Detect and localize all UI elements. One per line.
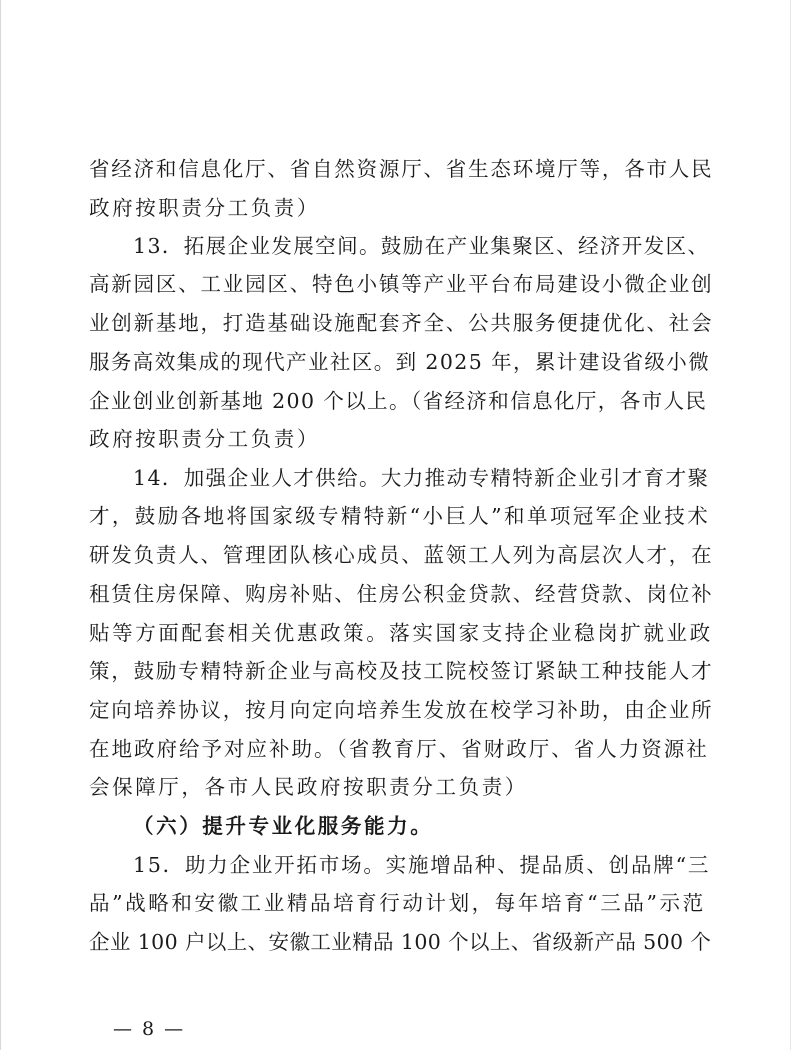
text-line-3: 13．拓展企业发展空间。鼓励在产业集聚区、经济开发区、 [133, 234, 710, 258]
text-line-1: 省经济和信息化厅、省自然资源厅、省生态环境厅等，各市人民 [89, 157, 714, 181]
text-line-20: 品”战略和安徽工业精品培育行动计划，每年培育“三品”示范 [89, 891, 706, 915]
text-line-21: 企业 100 户以上、安徽工业精品 100 个以上、省级新产品 500 个 [89, 930, 712, 954]
text-line-13: 贴等方面配套相关优惠政策。落实国家支持企业稳岗扩就业政 [89, 621, 713, 645]
section-heading: （六）提升专业化服务能力。 [133, 814, 434, 838]
text-line-16: 在地政府给予对应补助。（省教育厅、省财政厅、省人力资源社 [89, 737, 709, 761]
text-line-2: 政府按职责分工负责） [89, 196, 320, 220]
text-line-8: 政府按职责分工负责） [89, 427, 320, 451]
text-line-7: 企业创业创新基地 200 个以上。（省经济和信息化厅，各市人民 [89, 389, 708, 413]
text-line-19: 15．助力企业开拓市场。实施增品种、提品质、创品牌“三 [133, 853, 711, 877]
text-line-5: 业创新基地，打造基础设施配套齐全、公共服务便捷优化、社会 [89, 311, 714, 335]
text-line-10: 才，鼓励各地将国家级专精特新“小巨人”和单项冠军企业技术 [89, 504, 711, 528]
text-line-17: 会保障厅，各市人民政府按职责分工负责） [89, 775, 528, 799]
text-line-12: 租赁住房保障、购房补贴、住房公积金贷款、经营贷款、岗位补 [89, 582, 714, 606]
text-line-6: 服务高效集成的现代产业社区。到 2025 年，累计建设省级小微 [89, 350, 711, 374]
text-line-4: 高新园区、工业园区、特色小镇等产业平台布局建设小微企业创 [89, 272, 714, 296]
text-line-9: 14．加强企业人才供给。大力推动专精特新企业引才育才聚 [133, 466, 710, 490]
text-line-15: 定向培养协议，按月向定向培养生发放在校学习补助，由企业所 [89, 698, 714, 722]
text-line-14: 策，鼓励专精特新企业与高校及技工院校签订紧缺工种技能人才 [89, 659, 714, 683]
text-line-11: 研发负责人、管理团队核心成员、蓝领工人列为高层次人才，在 [89, 543, 714, 567]
page-number: — 8 — [113, 1018, 186, 1040]
